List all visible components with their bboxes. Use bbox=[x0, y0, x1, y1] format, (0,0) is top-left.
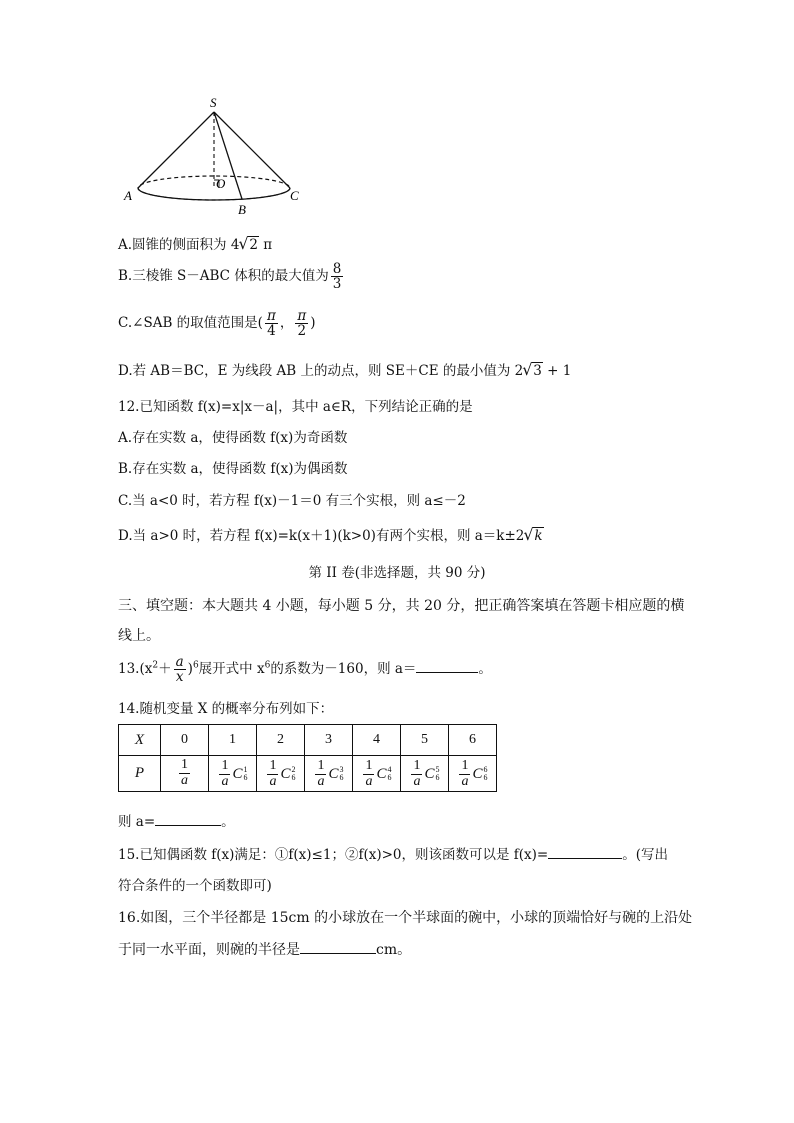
denominator: a bbox=[365, 773, 373, 789]
p-value bbox=[457, 759, 487, 789]
numerator: 1 bbox=[317, 757, 325, 773]
denominator: a bbox=[181, 773, 188, 788]
pi-symbol: π bbox=[259, 237, 273, 253]
close-paren: ) bbox=[187, 661, 193, 678]
p-cell bbox=[305, 756, 353, 792]
q16-text: 于同一水平面，则碗的半径是 bbox=[118, 942, 300, 958]
row-header-x: X bbox=[119, 725, 161, 756]
comb-sub: 6 bbox=[387, 773, 392, 782]
q15-line2: 符合条件的一个函数即可) bbox=[118, 878, 272, 894]
p-cell bbox=[209, 756, 257, 792]
q12-option-b: B.存在实数 a，使得函数 f(x)为偶函数 bbox=[118, 461, 348, 477]
x-cell: 3 bbox=[305, 725, 353, 756]
plus-sign: ＋ bbox=[158, 661, 172, 678]
combination-indices bbox=[292, 766, 296, 782]
p-value bbox=[313, 759, 343, 789]
q11-option-b-text: B.三棱锥 S－ABC 体积的最大值为 bbox=[118, 268, 329, 285]
combination-symbol: C bbox=[424, 765, 435, 782]
numerator: a bbox=[175, 654, 184, 670]
numerator: 1 bbox=[269, 757, 277, 773]
fraction bbox=[267, 759, 278, 789]
q12-stem: 12.已知函数 f(x)=x|x－a|，其中 a∈R，下列结论正确的是 bbox=[118, 399, 473, 415]
q12-option-a: A.存在实数 a，使得函数 f(x)为奇函数 bbox=[118, 430, 348, 446]
radicand: 2 bbox=[249, 237, 259, 253]
combination-indices bbox=[340, 766, 344, 782]
q11-option-a bbox=[118, 233, 272, 253]
comb-sub: 6 bbox=[291, 773, 296, 782]
q13-mid-text: 展开式中 x bbox=[198, 661, 265, 678]
combination-symbol: C bbox=[328, 765, 339, 782]
label-b: B bbox=[238, 202, 246, 217]
sqrt-symbol bbox=[523, 363, 543, 379]
q11-option-c bbox=[118, 309, 315, 338]
p-cell bbox=[449, 756, 497, 792]
fraction bbox=[174, 655, 186, 684]
q15-text: 15.已知偶函数 f(x)满足：①f(x)≤1；②f(x)>0，则该函数可以是 f(x)= bbox=[118, 847, 549, 863]
x-cell: 6 bbox=[449, 725, 497, 756]
table-row bbox=[119, 756, 497, 792]
fraction bbox=[411, 759, 422, 789]
exponent: 2 bbox=[152, 660, 159, 671]
combination-indices bbox=[484, 766, 488, 782]
answer-blank[interactable] bbox=[416, 658, 478, 673]
p-cell bbox=[257, 756, 305, 792]
denominator: a bbox=[461, 773, 469, 789]
fraction bbox=[459, 759, 470, 789]
fraction-1 bbox=[265, 309, 278, 338]
sqrt-symbol bbox=[239, 237, 259, 253]
q15-line1 bbox=[118, 843, 668, 863]
numerator: 1 bbox=[181, 757, 188, 773]
exponent: 6 bbox=[264, 660, 271, 671]
comb-sup: 5 bbox=[435, 765, 440, 774]
answer-blank[interactable] bbox=[548, 844, 622, 859]
q16-line1: 16.如图，三个半径都是 15cm 的小球放在一个半球面的碗中，小球的顶端恰好与碗的上沿处 bbox=[118, 910, 693, 926]
combination-indices bbox=[244, 766, 248, 782]
q11-option-d bbox=[118, 359, 571, 379]
q16-line2 bbox=[118, 939, 411, 959]
q15-line1-end: 。(写出 bbox=[622, 847, 669, 863]
p-value bbox=[409, 759, 439, 789]
p-value bbox=[361, 759, 391, 789]
p-cell bbox=[353, 756, 401, 792]
radicand: 3 bbox=[533, 363, 542, 379]
x-cell: 2 bbox=[257, 725, 305, 756]
part2-title: 第 II 卷(非选择题，共 90 分) bbox=[308, 565, 486, 581]
row-header-p: P bbox=[119, 756, 161, 792]
section-instructions-line1: 三、填空题：本大题共 4 小题，每小题 5 分，共 20 分，把正确答案填在答题卡相应题的横 bbox=[118, 598, 685, 614]
denominator: a bbox=[413, 773, 421, 789]
fraction bbox=[315, 759, 326, 789]
numerator: 1 bbox=[221, 757, 229, 773]
comb-sub: 6 bbox=[435, 773, 440, 782]
unit-cm: cm。 bbox=[376, 942, 412, 958]
numerator: π bbox=[297, 308, 307, 324]
q11-option-b bbox=[118, 262, 345, 291]
numerator: 1 bbox=[365, 757, 373, 773]
comb-sup: 1 bbox=[243, 765, 248, 774]
q12-option-d-text: D.当 a>0 时，若方程 f(x)=k(x＋1)(k>0)有两个实根，则 a＝k±2 bbox=[118, 528, 525, 544]
separator: ， bbox=[279, 315, 294, 332]
q13 bbox=[118, 655, 492, 684]
answer-blank[interactable] bbox=[300, 939, 376, 954]
fraction-2 bbox=[295, 309, 308, 338]
x-cell: 4 bbox=[353, 725, 401, 756]
comb-sup: 4 bbox=[387, 765, 392, 774]
x-cell: 0 bbox=[161, 725, 209, 756]
q14-answer-prefix: 则 a= bbox=[118, 814, 156, 830]
p-value bbox=[265, 759, 295, 789]
cone-figure bbox=[118, 92, 308, 222]
exponent: 6 bbox=[192, 660, 199, 671]
q11-option-c-text: C.∠SAB 的取值范围是( bbox=[118, 315, 263, 332]
label-c: C bbox=[290, 188, 299, 203]
combination-indices bbox=[436, 766, 440, 782]
plus-one: + 1 bbox=[542, 363, 572, 379]
x-cell: 1 bbox=[209, 725, 257, 756]
cone-edge-sa bbox=[138, 112, 214, 188]
comb-sub: 6 bbox=[339, 773, 344, 782]
period: 。 bbox=[478, 661, 492, 678]
numerator: 8 bbox=[332, 261, 342, 277]
numerator: 1 bbox=[461, 757, 469, 773]
label-a: A bbox=[124, 188, 132, 203]
q14-stem: 14.随机变量 X 的概率分布列如下： bbox=[118, 701, 334, 717]
label-s: S bbox=[210, 95, 217, 110]
fraction bbox=[179, 758, 190, 788]
q14-answer bbox=[118, 810, 235, 830]
comb-sup: 2 bbox=[291, 765, 296, 774]
fraction bbox=[363, 759, 374, 789]
combination-symbol: C bbox=[280, 765, 291, 782]
numerator: π bbox=[266, 308, 276, 324]
combination-indices bbox=[388, 766, 392, 782]
p-cell bbox=[161, 756, 209, 792]
answer-blank[interactable] bbox=[155, 811, 221, 826]
denominator: 2 bbox=[297, 323, 307, 340]
fraction bbox=[219, 759, 230, 789]
fraction bbox=[331, 262, 344, 291]
x-cell: 5 bbox=[401, 725, 449, 756]
table-row bbox=[119, 725, 497, 756]
q11-option-d-text: D.若 AB＝BC，E 为线段 AB 上的动点，则 SE＋CE 的最小值为 2 bbox=[118, 363, 524, 379]
p-cell bbox=[401, 756, 449, 792]
numerator: 1 bbox=[413, 757, 421, 773]
sqrt-symbol bbox=[524, 528, 543, 544]
q12-option-d bbox=[118, 524, 544, 544]
radicand: k bbox=[534, 528, 543, 544]
p-value bbox=[217, 759, 247, 789]
comb-sub: 6 bbox=[483, 773, 488, 782]
comb-sup: 3 bbox=[339, 765, 344, 774]
distribution-table bbox=[118, 724, 497, 792]
q13-prefix: 13.(x bbox=[118, 661, 153, 678]
denominator: x bbox=[175, 669, 184, 686]
q12-option-c: C.当 a<0 时，若方程 f(x)－1＝0 有三个实根，则 a≤－2 bbox=[118, 493, 466, 509]
denominator: 3 bbox=[332, 276, 342, 293]
denominator: a bbox=[221, 773, 229, 789]
denominator: 4 bbox=[267, 323, 276, 340]
comb-sub: 6 bbox=[243, 773, 248, 782]
section-instructions-line2: 线上。 bbox=[118, 628, 160, 644]
denominator: a bbox=[317, 773, 325, 789]
combination-symbol: C bbox=[376, 765, 387, 782]
combination-symbol: C bbox=[232, 765, 243, 782]
distribution-table-wrap bbox=[118, 724, 497, 792]
period: 。 bbox=[221, 814, 235, 830]
q13-suffix: 的系数为－160，则 a＝ bbox=[270, 661, 417, 678]
close-paren: ) bbox=[310, 315, 316, 332]
denominator: a bbox=[269, 773, 277, 789]
q11-option-a-text: A.圆锥的侧面积为 4 bbox=[118, 237, 240, 253]
combination-symbol: C bbox=[472, 765, 483, 782]
cone-base-front-arc bbox=[138, 188, 290, 200]
comb-sup: 6 bbox=[483, 765, 488, 774]
label-o: O bbox=[216, 176, 226, 191]
